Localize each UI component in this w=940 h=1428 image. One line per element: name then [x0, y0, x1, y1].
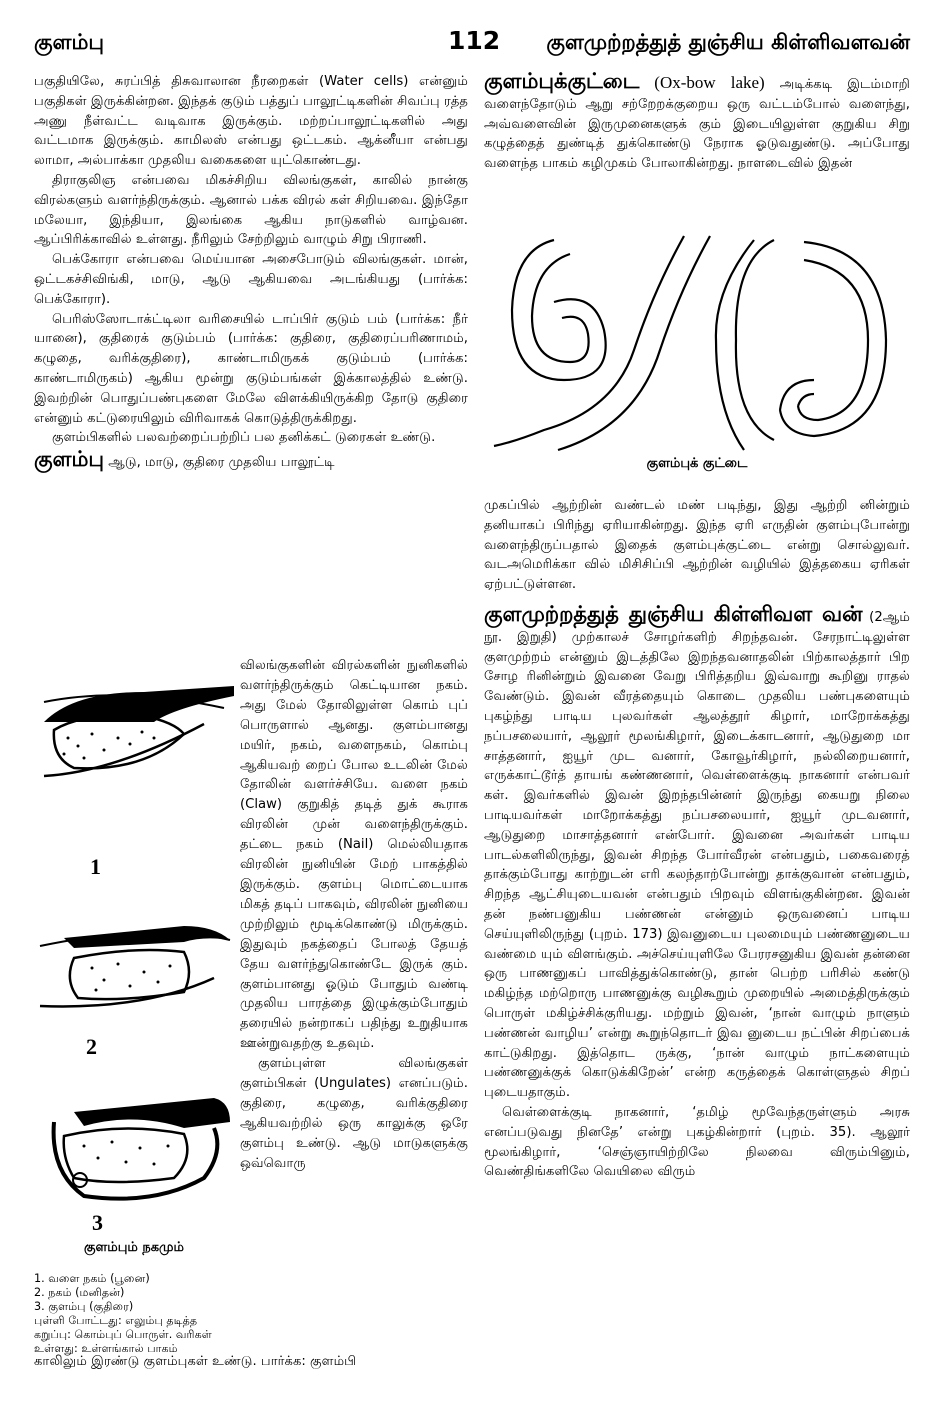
- legend-item: 2. நகம் (மனிதன்): [34, 1286, 125, 1299]
- entry-intro: [484, 601, 910, 1103]
- paragraph: பெக்கோரா என்பவை மெய்யான அசைபோடும் விலங்குகள். மான், ஒட்டகச்சிவிங்கி, மாடு, ஆடு ஆகியவை அடங்கியது (பார்க்க: பெக்கோரா).: [34, 252, 468, 307]
- page-header: [34, 26, 910, 60]
- figure-number: 3: [92, 1210, 103, 1235]
- figure-legend: [34, 1272, 230, 1356]
- paragraph: முகப்பில் ஆற்றின் வண்டல் மண் படிந்து, இது ஆற்றி னின்றும் தனியாகப் பிரிந்து ஏரியாகின்றது. இந்த ஏரி எருதின் குளம்புபோன்று வளைந்திருப்பதால் இதைக் குளம்புக்குட்டை என்று சொல்லுவர். வடஅமெரிக்கா வில் மிசிசிப்பி ஆற்றின் வழியில் இத்தகைய ஏரிகள் ஏற்பட்டுள்ளன.: [484, 498, 910, 593]
- figure-number: 2: [86, 1034, 97, 1059]
- entry-intro: [34, 447, 468, 473]
- claw-figure: [34, 672, 234, 792]
- legend-item: 1. வளை நகம் (பூனை): [34, 1272, 150, 1285]
- paragraph: திராகுலிஞ என்பவை மிகச்சிறிய விலங்குகள், காலில் நான்கு விரல்களும் வளர்ந்திருக்கும். ஆனால் பக்க விரல் கள் சிறியவை. இந்தோ மலேயா, இந்தியா, இலங்கை ஆகிய நாடுகளில் வாழ்வன. ஆப்பிரிக்காவில் உள்ளது. நீரிலும் சேற்றிலும் வாழும் சிறு பிராணி.: [34, 172, 468, 248]
- paragraph: காலிலும் இரண்டு குளம்புகள் உண்டு. பார்க்க: குளம்பி: [34, 1354, 357, 1369]
- paragraph: பெரிஸ்ஸோடாக்ட்டிலா வரிசையில் டாப்பிர் குடும் பம் (பார்க்க: நீர் யானை), குதிரைக் குடும்பம் (பார்க்க: குதிரை, குதிரைப்பரிணாமம், கழுதை, வரிக்குதிரை), காண்டாமிருகக் குடும்பம் (பார்க்க: காண்டாமிருகம்) ஆகிய மூன்று குடும்பங்கள் இக்காலத்தில் உண்டு. இவற்றின் பொதுப்பண்புகளை மேலே விளக்கியிருக்கிற தோடு குதிரை என்னும் கட்டுரையிலும் விரிவாகக் கொடுத்திருக்கிறது.: [34, 311, 468, 426]
- paragraph: வெள்ளைக்குடி நாகனார், ‘தமிழ் மூவேந்தருள்ளும் அரசு எனப்படுவது நினதே’ என்று புகழ்கின்றார் (புறம். 35). ஆலூர் மூலங்கிழார், ‘செஞ்ஞாயிற்றிலே நிலவை விரும்பினும், வெண்திங்களிலே வெயிலை விரும்: [484, 1104, 910, 1180]
- page-number: 112: [448, 26, 501, 55]
- wrapped-text: [240, 656, 468, 1174]
- figure-number: 1: [90, 854, 101, 879]
- paragraph: பகுதியிலே, சுரப்பித் திசுவாலான நீரறைகள் (Water cells) என்னும் பகுதிகள் இருக்கின்றன. இந்தக் குடும் பத்துப் பாலூட்டிகளின் சிவப்பு ரத்த அணு நீள்வட்ட வடிவாக இருக்கும். மற்றப்பாலூட்டிகளில் அது வட்டமாக இருக்கும். காமிலஸ் என்பது ஒட்டகம். ஆக்னீயா என்பது லாமா, அல்பாக்கா முதலிய வகைகளை யுட்கொண்டது.: [34, 74, 468, 169]
- bottom-line: [34, 1352, 468, 1372]
- paragraph: குளம்புள்ள விலங்குகள் குளம்பிகள் (Ungulates) எனப்படும். குதிரை, கழுதை, வரிக்குதிரை ஆகியவற்றில் ஒரு காலுக்கு ஒரே குளம்பு உண்டு. ஆடு மாடுகளுக்கு ஒவ்வொரு: [240, 1056, 468, 1171]
- entry-heading: குளம்பு: [34, 447, 105, 472]
- right-column: [484, 69, 910, 1180]
- paragraph: குளம்பிகளில் பலவற்றைப்பற்றிப் பல தனிக்கட் டுரைகள் உண்டு.: [52, 430, 436, 446]
- legend-note: புள்ளி போட்டது: எலும்பு தடித்த கறுப்பு: கொம்புப் பொருள். வரிகள் உள்ளது: உள்ளங்கால் பாகம்: [34, 1314, 212, 1355]
- legend-item: 3. குளம்பு (குதிரை): [34, 1300, 134, 1313]
- entry-heading: குளம்புக்குட்டை: [484, 69, 640, 93]
- right-text: [484, 496, 910, 1182]
- header-left-title: குளம்பு: [34, 30, 105, 54]
- header-right-title: குளமுற்றத்துத் துஞ்சிய கிள்ளிவளவன்: [546, 30, 910, 54]
- nail-figure: [34, 902, 234, 1022]
- entry-heading: குளமுற்றத்துத் துஞ்சிய கிள்ளிவள வன்: [484, 601, 863, 626]
- figure-caption: குளம்புக் குட்டை: [646, 456, 748, 471]
- hoof-figures: [34, 672, 234, 1355]
- entry-text: அடிக்கடி இடம்மாறி வளைந்தோடும் ஆறு சற்றேறக்குறைய ஒரு வட்டம்போல் வளைந்து, அவ்வளைவின் இருமுனைகளுக் கும் இடையிலுள்ள குறுகிய சிறு கழுத்தைத் துண்டித் துக்கொண்டு நேராக ஓடுவதுண்டு. அப்போது வளைந்த பாகம் கழிமுகம் போலாகின்றது. நாளடைவில் இதன்: [484, 77, 910, 172]
- left-column: [34, 72, 468, 1369]
- entry-first-line: ஆடு, மாடு, குதிரை முதலிய பாலூட்டி: [108, 455, 335, 471]
- paragraph: விலங்குகளின் விரல்களின் நுனிகளில் வளர்ந்திருக்கும் கெட்டியான நகம். அது மேல் தோலிலுள்ள கொம் புப் பொருளால் ஆனது. குளம்பானது மயிர், நகம், வளைநகம், கொம்பு ஆகியவற் றைப் போல உடலின் மேல் தோலின் வளர்ச்சியே. வளை நகம் (Claw) குறுகித் தடித் துக் கூராக விரலின் முன் வளைந்திருக்கும். தட்டை நகம் (Nail) மெல்லியதாக விரலின் நுனியின் மேற் பாகத்தில் இருக்கும். குளம்பு மொட்டையாக மிகத் தடிப் பாகவும், விரலின் நுனியை முற்றிலும் மூடிக்கொண்டு மிருக்கும். இதுவும் நகத்தைப் போலத் தேயத் தேய வளர்ந்துகொண்டே இருக் கும். குளம்பானது ஓடும் போதும் வண்டி முதலிய பாரத்தை இழுக்கும்போதும் தரையில் நன்றாகப் பதிந்து உறுதியாக ஊன்றுவதற்கு உதவும்.: [240, 658, 468, 1052]
- entry-intro: [484, 69, 910, 174]
- oxbow-lake-drawing: [484, 230, 910, 456]
- entry-text: (2ஆம் நூ. இறுதி) முற்காலச் சோழர்களிற் சிறந்தவன். சேரநாட்டிலுள்ள குளமுற்றம் என்னும் இடத்திலே இறந்தவனாதலின் பிற்காலத்தார் பிற சோழ ரினின்றும் இவனை வேறு பிரித்தறிய இவ்வாறு கூறினு ராதல் வேண்டும். இவன் வீரத்தையும் கொடை முதலிய பண்புகளையும் புகழ்ந்து பாடிய புலவர்கள் ஆலத்தூர் கிழார், மாறோக்கத்து நப்பசலையார், ஆலூர் மூலங்கிழார், இடைக்காடனார், ஆடுதுறை மா சாத்தனார், ஐயூர் முட வனார், கோவூர்கிழார், நல்லிறையனார், எருக்காட்டூர்த் தாயங் கண்ணனார், வெள்ளைக்குடி நாகனார் என்பவர் கள். இவர்களில் இவன் இறந்தபின்னர் இருந்து கையறு நிலை பாடியவர்கள் மாறோக்கத்து நப்பசலையார், ஐயூர் முடவனார், ஆடுதுறை மாசாத்தனார் என்போர். இவனை அவர்கள் பாடிய பாடல்களிலிருந்து, இவன் சிறந்த போர்வீரன் என்பதும், பகைவரைத் தாக்கும்போது காற்றுடன் எரி கலந்தாற்போன்று தாக்குவான் என்பதும், சிறந்த ஆட்சியுடையவன் என்பதும் பிறவும் விளங்குகின்றன. இவன் தன் நண்பனுகிய பண்ணன் என்னும் ஒருவனைப் பாடிய செய்யுளிலிருந்து (புறம். 173) இவனுடைய புலமையும் பண்ணனுடைய வண்மை யும் விளங்கும். அச்செய்யுளிலே பேரரசனுகிய இவன் தன்னை ஒரு பாணனுகப் பாவித்துக்கொண்டு, தான் பெற்ற பரிசில் கண்டு மகிழ்ந்த மற்றொரு பாணனுக்கு வழிகூறும் முறையில் அமைத்திருக்கும் பொருள் மகிழ்ச்சிக்குரியது. மற்றும் இவன், ‘நான் வாழும் நாளும் பண்ணன் வாழிய’ என்று கூறுந்தொடர் இவ னுடைய நட்பின் சிறப்பைக் காட்டுகிறது. இத்தொட ருக்கு, ‘நான் வாழும் நாட்களையும் பண்ணனுக்குக் கொடுக்கிறேன்’ என்ற கருத்தைக் கொள்ளுதல் சிறப் புடையதாகும்.: [484, 609, 910, 1101]
- hoof-figure: [34, 1082, 234, 1212]
- english-term: (Ox-bow lake): [654, 73, 765, 92]
- figure-caption: குளம்பும் நகமும்: [84, 1240, 184, 1255]
